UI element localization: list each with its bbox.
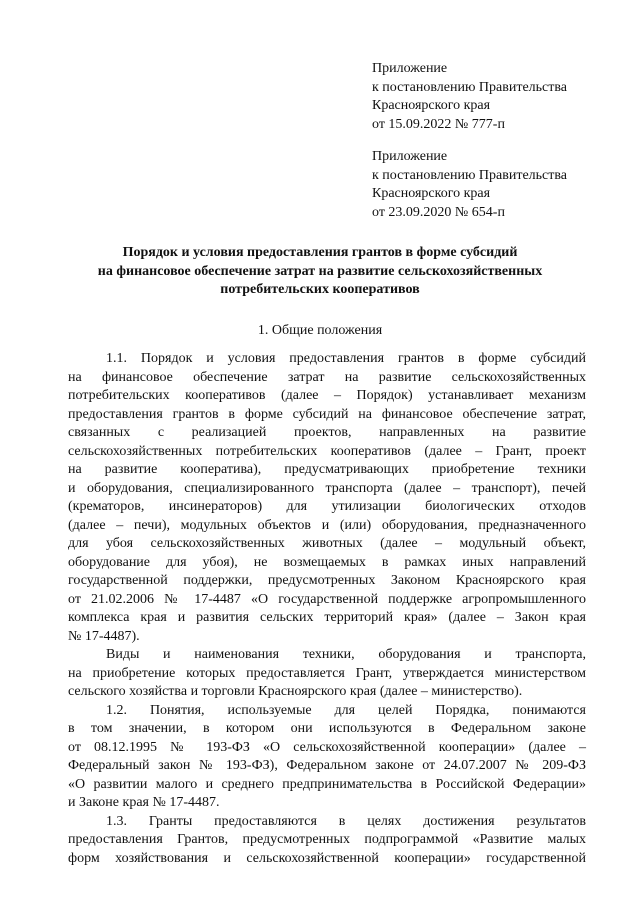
appendix-block-2022 <box>372 60 622 134</box>
body-line: комплекса края и развития сельских территорий края» (далее – Закон края <box>68 610 586 625</box>
appendix-line: к постановлению Правительства <box>372 167 568 183</box>
body-line: связанных с реализацией проектов, направленных на развитие <box>68 425 586 440</box>
body-line: и Законе края № 17-4487. <box>68 795 220 810</box>
appendix-line: к постановлению Правительства <box>372 79 568 95</box>
appendix-line: Красноярского края <box>372 186 491 201</box>
body-line: № 17-4487). <box>68 628 140 644</box>
body-line: потребительских кооперативов (далее – Порядок) устанавливает механизм <box>68 388 586 403</box>
body-text <box>68 350 586 868</box>
body-line: предоставления грантов в форме субсидий на финансовое обеспечение затрат, <box>68 406 586 422</box>
body-line: и оборудования, специализированного транспорта (далее – транспорт), печей <box>68 480 586 496</box>
body-line: «О развитии малого и среднего предпринимательства в Российской Федерации» <box>68 776 586 792</box>
body-line: на приобретение которых предоставляется Грант, утверждается министерством <box>68 665 586 681</box>
body-line: в том значении, в котором они используются в Федеральном законе <box>68 721 586 736</box>
section-heading: 1. Общие положения <box>257 323 383 338</box>
appendix-line: от 23.09.2020 № 654-п <box>372 204 505 220</box>
body-line: предоставления Грантов, предусмотренных подпрограммой «Развитие малых <box>68 832 586 847</box>
appendix-line: Приложение <box>372 61 448 76</box>
body-line: (крематоров, инсинераторов) для утилизации биологических отходов <box>68 499 586 514</box>
body-line: на финансовое обеспечение затрат на развитие сельскохозяйственных <box>68 369 586 385</box>
body-line: на развитие кооператива), предусматривающих приобретение техники <box>68 462 586 477</box>
body-line: Виды и наименования техники, оборудования и транспорта, <box>106 647 586 662</box>
body-line: форм хозяйствования и сельскохозяйственной кооперации» государственной <box>68 850 586 866</box>
body-line: для убоя сельскохозяйственных животных (далее – модульный объект, <box>68 536 586 551</box>
appendix-line: Красноярского края <box>372 98 491 113</box>
body-line: оборудование для убоя), не возмещаемых в рамках иных направлений <box>68 554 586 570</box>
body-line: сельского хозяйства и торговли Красноярского края (далее – министерство). <box>68 684 523 699</box>
body-line: Федеральный закон № 193-ФЗ), Федеральном законе от 24.07.2007 № 209-ФЗ <box>68 758 586 773</box>
appendix-block-2020 <box>372 148 622 222</box>
body-line: государственной поддержки, предусмотренных Законом Красноярского края <box>68 573 586 588</box>
document-title <box>60 244 580 300</box>
title-line: на финансовое обеспечение затрат на развитие сельскохозяйственных <box>97 263 543 279</box>
title-line: потребительских кооперативов <box>220 282 420 297</box>
body-line: (далее – печи), модульных объектов и (или) оборудования, предназначенного <box>68 517 586 533</box>
appendix-line: Приложение <box>372 149 448 164</box>
body-line: сельскохозяйственных потребительских кооперативов (далее – Грант, проект <box>68 443 586 459</box>
body-line: 1.1. Порядок и условия предоставления грантов в форме субсидий <box>106 351 586 366</box>
title-line: Порядок и условия предоставления грантов в форме субсидий <box>122 245 518 260</box>
body-line: от 08.12.1995 № 193-ФЗ «О сельскохозяйственной кооперации» (далее – <box>68 739 586 755</box>
body-line: 1.2. Понятия, используемые для целей Порядка, понимаются <box>106 702 586 718</box>
appendix-line: от 15.09.2022 № 777-п <box>372 116 505 132</box>
body-line: 1.3. Гранты предоставляются в целях достижения результатов <box>106 813 586 829</box>
body-line: от 21.02.2006 № 17-4487 «О государственной поддержке агропромышленного <box>68 591 586 607</box>
